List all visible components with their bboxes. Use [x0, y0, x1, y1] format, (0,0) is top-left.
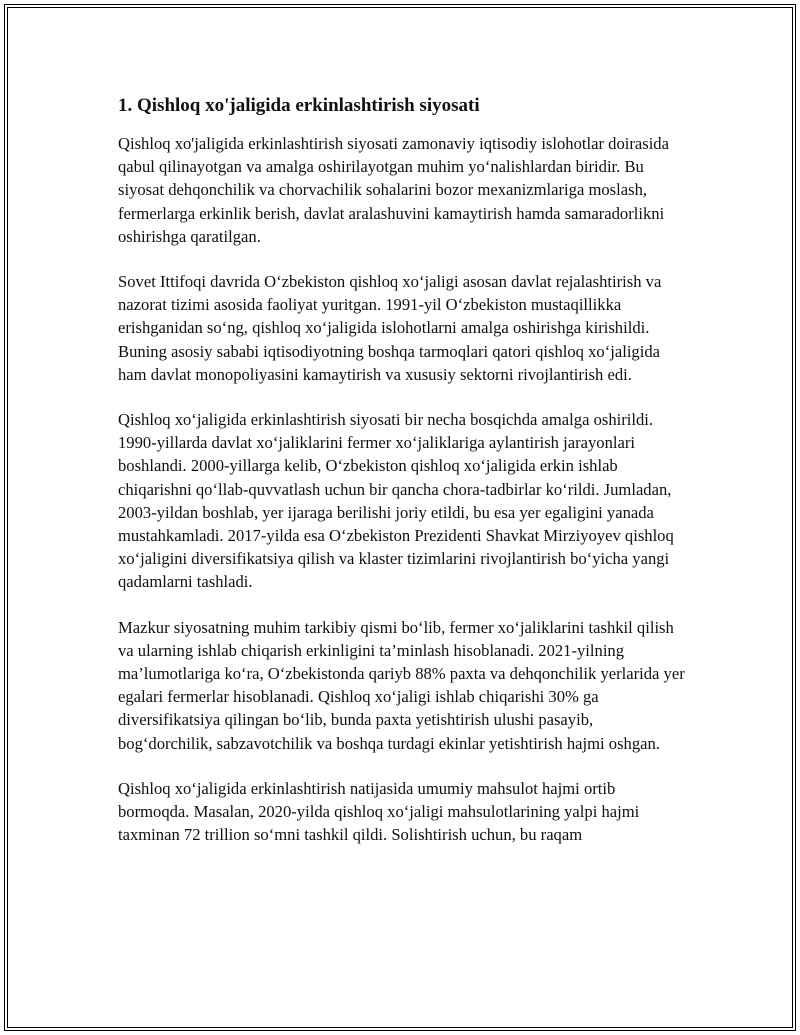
paragraph-1: Qishloq xo'jaligida erkinlashtirish siyosati zamonaviy iqtisodiy islohotlar doirasida qabul qilinayotgan va amalga oshirilayotgan muhim yo‘nalishlardan biridir. Bu siyosat dehqonchilik va chorvachilik sohalarini bozor mexanizmlariga moslash, fermerlarga erkinlik berish, davlat aralashuvini kamaytirish hamda samaradorlikni oshirishga qaratilgan.	[118, 134, 669, 246]
paragraph-2: Sovet Ittifoqi davrida O‘zbekiston qishloq xo‘jaligi asosan davlat rejalashtirish va nazorat tizimi asosida faoliyat yuritgan. 1991-yil O‘zbekiston mustaqillikka erishganidan so‘ng, qishloq xo‘jaligida islohotlarni amalga oshirishga kirishildi. Buning asosiy sababi iqtisodiyotning boshqa tarmoqlari qatori qishloq xo‘jaligida ham davlat monopoliyasini kamaytirish va xususiy sektorni rivojlantirish edi.	[118, 272, 662, 384]
paragraph-3: Qishloq xo‘jaligida erkinlashtirish siyosati bir necha bosqichda amalga oshirildi. 1990-yillarda davlat xo‘jaliklarini fermer xo‘jaliklariga aylantirish jarayonlari boshlandi. 2000-yillarga kelib, O‘zbekiston qishloq xo‘jaligida erkin ishlab chiqarishni qo‘llab-quvvatlash uchun bir qancha chora-tadbirlar ko‘rildi. Jumladan, 2003-yildan boshlab, yer ijaraga berilishi joriy etildi, bu esa yer egaligini yanada mustahkamladi. 2017-yilda esa O‘zbekiston Prezidenti Shavkat Mirziyoyev qishloq xo‘jaligini diversifikatsiya qilish va klaster tizimlarini rivojlantirish bo‘yicha yangi qadamlarni tashladi.	[118, 410, 674, 592]
paragraph-4: Mazkur siyosatning muhim tarkibiy qismi bo‘lib, fermer xo‘jaliklarini tashkil qilish va ularning ishlab chiqarish erkinligini ta’minlash hisoblanadi. 2021-yilning ma’lumotlariga ko‘ra, O‘zbekistonda qariyb 88% paxta va dehqonchilik yerlarida yer egalari fermerlar hisoblanadi. Qishloq xo‘jaligi ishlab chiqarishi 30% ga diversifikatsiya qilingan bo‘lib, bunda paxta yetishtirish ulushi pasayib, bog‘dorchilik, sabzavotchilik va boshqa turdagi ekinlar yetishtirish hajmi oshgan.	[118, 617, 685, 753]
document-body	[118, 94, 688, 868]
paragraph-5: Qishloq xo‘jaligida erkinlashtirish natijasida umumiy mahsulot hajmi ortib bormoqda. Masalan, 2020-yilda qishloq xo‘jaligi mahsulotlarining yalpi hajmi taxminan 72 trillion so‘mni tashkil qildi. Solishtirish uchun, bu raqam	[118, 778, 640, 845]
section-heading: 1. Qishloq xo'jaligida erkinlashtirish siyosati	[118, 95, 480, 116]
